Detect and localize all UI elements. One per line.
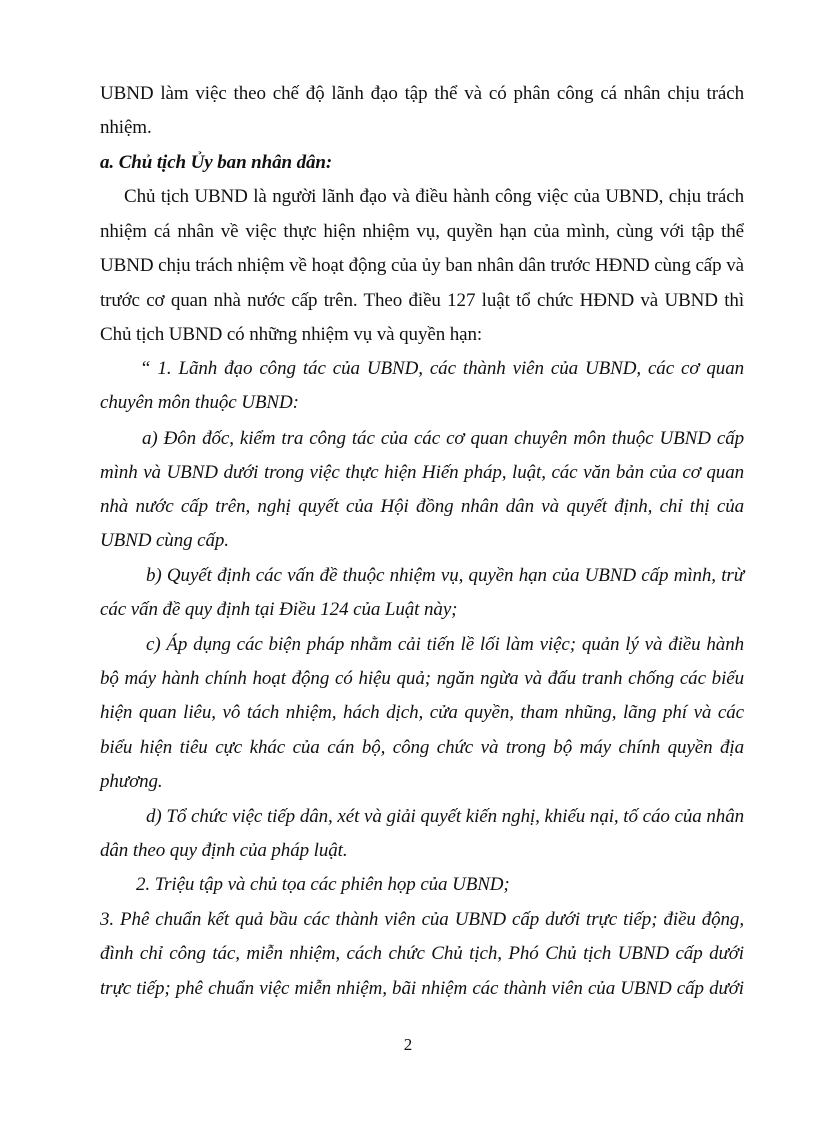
quote-line: 3. Phê chuẩn kết quả bầu các thành viên của UBND cấp dưới trực tiếp; điều động,: [100, 909, 744, 930]
section-heading: a. Chủ tịch Ủy ban nhân dân:: [100, 152, 333, 173]
quote-line: c) Áp dụng các biện pháp nhằm cải tiến lề lối làm việc; quản lý và điều hành: [146, 634, 744, 655]
quote-line: 2. Triệu tập và chủ tọa các phiên họp của UBND;: [136, 874, 510, 895]
quote-line: hiện quan liêu, vô tách nhiệm, hách dịch, cửa quyền, tham nhũng, lãng phí và các: [100, 702, 744, 723]
paragraph-line: Chủ tịch UBND là người lãnh đạo và điều hành công việc của UBND, chịu trách: [124, 186, 744, 207]
page-number: 2: [403, 1035, 413, 1054]
quote-line: phương.: [100, 771, 163, 792]
quote-line: nhà nước cấp trên, nghị quyết của Hội đồng nhân dân và quyết định, chỉ thị của: [100, 496, 744, 517]
quote-line: trực tiếp; phê chuẩn việc miễn nhiệm, bãi nhiệm các thành viên của UBND cấp dưới: [100, 978, 744, 999]
quote-line: chuyên môn thuộc UBND:: [100, 392, 299, 413]
quote-line: mình và UBND dưới trong việc thực hiện Hiến pháp, luật, các văn bản của cơ quan: [100, 462, 744, 483]
quote-line: a) Đôn đốc, kiểm tra công tác của các cơ quan chuyên môn thuộc UBND cấp: [142, 428, 744, 449]
quote-line: bộ máy hành chính hoạt động có hiệu quả; ngăn ngừa và đấu tranh chống các biểu: [100, 668, 744, 689]
paragraph-line: Chủ tịch UBND có những nhiệm vụ và quyền hạn:: [100, 324, 483, 345]
paragraph-line: UBND chịu trách nhiệm về hoạt động của ủy ban nhân dân trước HĐND cùng cấp và: [100, 255, 744, 276]
quote-line: các vấn đề quy định tại Điều 124 của Luật này;: [100, 599, 458, 620]
quote-line: b) Quyết định các vấn đề thuộc nhiệm vụ, quyền hạn của UBND cấp mình, trừ: [146, 565, 744, 586]
quote-line: d) Tổ chức việc tiếp dân, xét và giải quyết kiến nghị, khiếu nại, tố cáo của nhân: [146, 806, 744, 827]
paragraph-line: trước cơ quan nhà nước cấp trên. Theo điều 127 luật tổ chức HĐND và UBND thì: [100, 290, 744, 311]
paragraph-line: nhiệm.: [100, 117, 152, 138]
paragraph-line: UBND làm việc theo chế độ lãnh đạo tập thể và có phân công cá nhân chịu trách: [100, 83, 744, 104]
paragraph-line: nhiệm cá nhân về việc thực hiện nhiệm vụ, quyền hạn của mình, cùng với tập thể: [100, 221, 744, 242]
quote-line: dân theo quy định của pháp luật.: [100, 840, 348, 861]
quote-line: đình chỉ công tác, miễn nhiệm, cách chức Chủ tịch, Phó Chủ tịch UBND cấp dưới: [100, 943, 744, 964]
quote-line: “ 1. Lãnh đạo công tác của UBND, các thành viên của UBND, các cơ quan: [140, 358, 744, 379]
quote-line: UBND cùng cấp.: [100, 530, 229, 551]
quote-line: biểu hiện tiêu cực khác của cán bộ, công chức và trong bộ máy chính quyền địa: [100, 737, 744, 758]
